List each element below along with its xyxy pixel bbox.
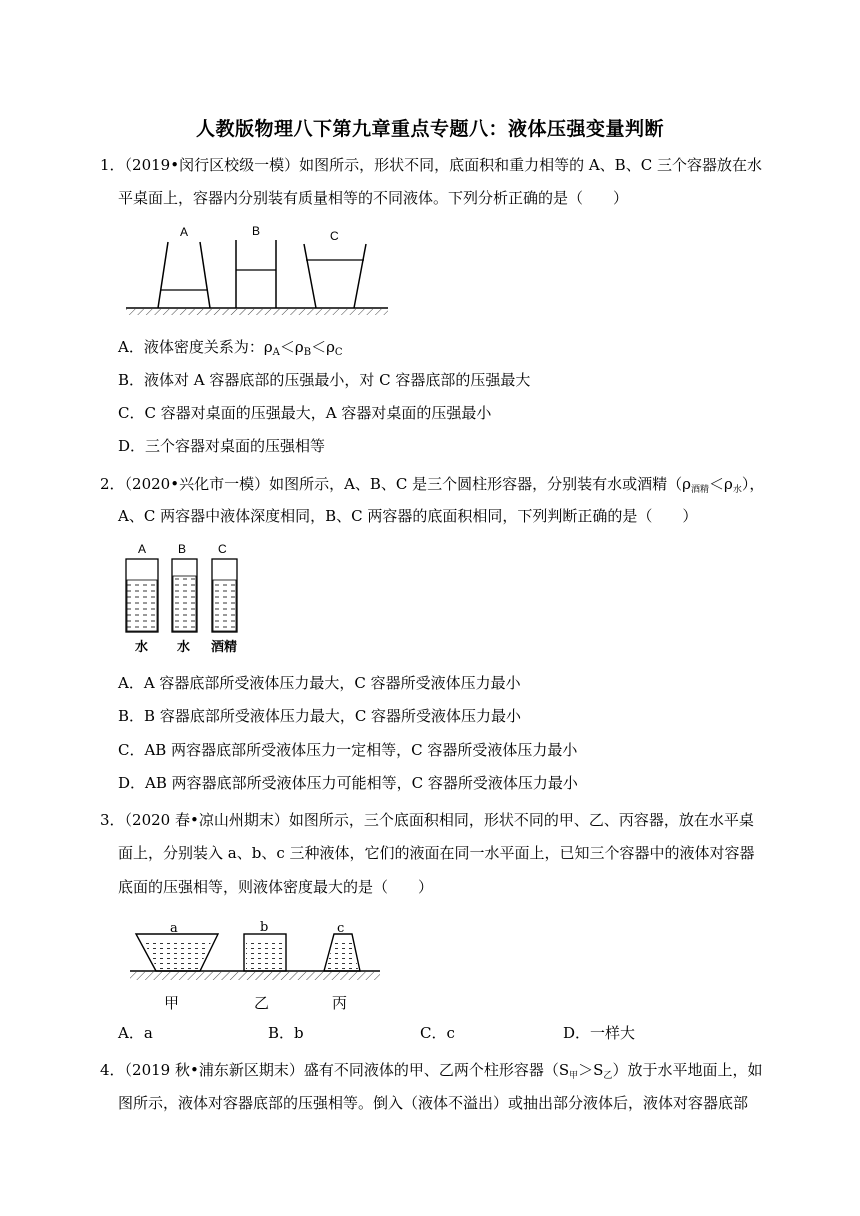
question-1-number: 1． — [100, 156, 125, 174]
question-1-option-a: A．液体密度关系为：$\rho_A<\rho_B<\rho_C$ — [118, 338, 343, 358]
container-a — [158, 242, 210, 308]
cylinder-a-label: A — [138, 542, 147, 556]
question-4-stem-line2: 图所示，液体对容器底部的压强相等。倒入（液体不溢出）或抽出部分液体后，液体对容器底部 — [118, 1094, 749, 1112]
question-2-option-b: B．B 容器底部所受液体压力最大，C 容器所受液体压力最小 — [118, 707, 522, 725]
cylinder-b-label: B — [178, 542, 187, 556]
question-2-option-a: A．A 容器底部所受液体压力最大，C 容器所受液体压力最小 — [118, 674, 521, 692]
page-title: 人教版物理八下第九章重点专题八：液体压强变量判断 — [195, 118, 664, 140]
question-3-stem-line3: 底面的压强相等，则液体密度最大的是（ ） — [118, 878, 434, 896]
question-3-option-d: D．一样大 — [563, 1024, 636, 1042]
ground-hatch — [130, 972, 380, 980]
question-2-stem-line2: A、C 两容器中液体深度相同，B、C 两容器的底面积相同，下列判断正确的是（ ） — [118, 507, 698, 525]
question-2-option-c: C．AB 两容器底部所受液体压力一定相等，C 容器所受液体压力最小 — [118, 741, 578, 759]
question-3-option-c: C．c — [420, 1024, 455, 1042]
container-yi-label: 乙 — [254, 994, 270, 1012]
question-1-option-c: C．C 容器对桌面的压强最大，A 容器对桌面的压强最小 — [118, 404, 492, 422]
question-3-stem-line2: 面上，分别装入 a、b、c 三种液体，它们的液面在同一水平面上，已知三个容器中的液体对容器 — [118, 844, 755, 862]
question-3-option-a: A．a — [118, 1024, 153, 1042]
cylinder-a-liquid-label: 水 — [135, 640, 149, 655]
question-1-figure — [120, 222, 390, 324]
question-2-figure — [118, 540, 258, 658]
container-b-label: B — [252, 224, 261, 238]
question-3-figure — [124, 916, 382, 1016]
container-yi-liquid — [246, 940, 284, 969]
liquid-a-label: a — [170, 921, 178, 936]
cylinder-b-liquid — [173, 576, 196, 631]
cylinder-c-label: C — [218, 542, 227, 556]
container-a-label: A — [180, 225, 189, 239]
liquid-b-label: b — [260, 920, 269, 935]
cylinder-a-liquid — [127, 580, 157, 631]
liquid-c-label: c — [337, 921, 345, 936]
question-2-text-line1: 2．（2020•兴化市一模）如图所示，A、B、C 是三个圆柱形容器，分别装有水或酒精$(\rho_{酒精}<\rho_水)$， — [100, 475, 765, 495]
question-1-option-b: B．液体对 A 容器底部的压强最小，对 C 容器底部的压强最大 — [118, 371, 531, 389]
question-1-option-d: D．三个容器对桌面的压强相等 — [118, 437, 326, 455]
question-3-option-b: B．b — [268, 1024, 304, 1042]
cylinder-b-liquid-label: 水 — [177, 640, 191, 655]
ground-hatch — [126, 309, 388, 315]
cylinder-c-liquid-label: 酒精 — [211, 640, 238, 655]
container-b — [236, 240, 276, 308]
question-1-stem-line1: （2019•闵行区校级一模）如图所示，形状不同，底面积和重力相等的 A、B、C 三个容器放在水 — [124, 156, 762, 174]
container-bing-label: 丙 — [332, 994, 348, 1012]
question-1-stem-line2: 平桌面上，容器内分别装有质量相等的不同液体。下列分析正确的是（ ） — [118, 189, 629, 207]
question-2-option-d: D．AB 两容器底部所受液体压力可能相等，C 容器所受液体压力最小 — [118, 774, 578, 792]
question-4-text-line1: 4．（2019 秋•浦东新区期末）盛有不同液体的甲、乙两个柱形容器$(S_甲>S_乙)$放于水平地面上，如 — [100, 1061, 763, 1081]
cylinder-c-liquid — [213, 580, 236, 631]
container-c — [304, 244, 366, 308]
question-1-text-line1 — [100, 155, 762, 175]
question-3-text-line1: 3．（2020 春•凉山州期末）如图所示，三个底面积相同，形状不同的甲、乙、丙容器，放在水平桌 — [100, 811, 754, 829]
container-c-label: C — [330, 229, 339, 243]
container-jia-label: 甲 — [164, 994, 180, 1012]
